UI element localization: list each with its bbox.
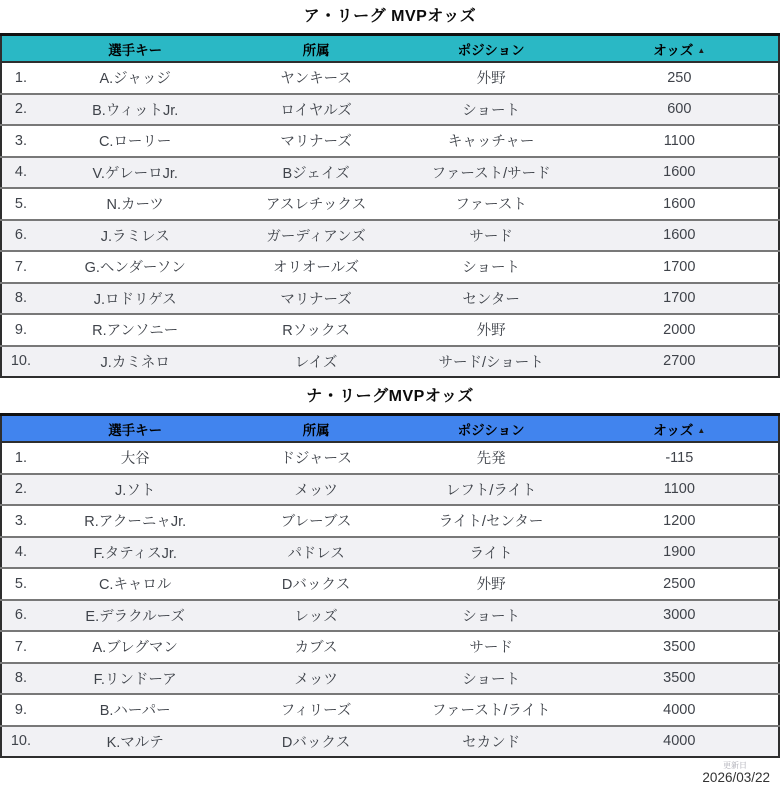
team-header[interactable]: 所属 — [231, 35, 402, 63]
player-cell: J.ラミレス — [40, 220, 231, 252]
odds-cell: 1600 — [581, 188, 779, 220]
team-cell: ロイヤルズ — [231, 94, 402, 126]
team-cell: メッツ — [231, 663, 402, 695]
position-cell: ショート — [402, 663, 581, 695]
odds-cell: 1700 — [581, 251, 779, 283]
position-cell: ライト/センター — [402, 505, 581, 537]
odds-header-label: オッズ — [653, 422, 694, 438]
table-row — [1, 442, 779, 474]
table-row — [1, 600, 779, 632]
team-cell: Dバックス — [231, 568, 402, 600]
position-cell: 外野 — [402, 62, 581, 94]
player-cell: F.リンドーア — [40, 663, 231, 695]
player-cell: R.アンソニー — [40, 314, 231, 346]
position-cell: ファースト — [402, 188, 581, 220]
position-cell: ファースト/サード — [402, 157, 581, 189]
position-cell: ショート — [402, 251, 581, 283]
table-row — [1, 220, 779, 252]
nl-mvp-odds-table — [0, 413, 780, 758]
table-row — [1, 346, 779, 378]
team-cell: メッツ — [231, 474, 402, 506]
player-header[interactable]: 選手キー — [40, 35, 231, 63]
team-cell: ブレーブス — [231, 505, 402, 537]
rank-cell: 5. — [1, 188, 40, 220]
position-cell: センター — [402, 283, 581, 315]
updated-date: 2026/03/22 — [702, 770, 770, 785]
position-cell: サード — [402, 220, 581, 252]
table-row — [1, 694, 779, 726]
player-cell: A.ジャッジ — [40, 62, 231, 94]
table-row — [1, 157, 779, 189]
odds-cell: 250 — [581, 62, 779, 94]
odds-cell: 2000 — [581, 314, 779, 346]
position-cell: 先発 — [402, 442, 581, 474]
rank-cell: 1. — [1, 442, 40, 474]
table-row — [1, 283, 779, 315]
player-cell: V.ゲレーロJr. — [40, 157, 231, 189]
rank-cell: 5. — [1, 568, 40, 600]
player-header[interactable]: 選手キー — [40, 415, 231, 443]
odds-header-label: オッズ — [653, 42, 694, 58]
sort-asc-icon: ▲ — [697, 425, 706, 435]
player-cell: A.ブレグマン — [40, 631, 231, 663]
player-cell: K.マルテ — [106, 734, 164, 751]
position-cell: ショート — [402, 600, 581, 632]
rank-cell: 7. — [1, 631, 40, 663]
team-cell: マリナーズ — [231, 283, 402, 315]
rank-cell: 10. — [10, 733, 32, 750]
nl-table-title: ナ・リーグMVPオッズ — [306, 388, 474, 405]
rank-cell: 6. — [1, 220, 40, 252]
player-cell: B.ハーパー — [40, 694, 231, 726]
position-cell: ファースト/ライト — [402, 694, 581, 726]
player-cell: G.ヘンダーソン — [40, 251, 231, 283]
team-cell: ドジャース — [231, 442, 402, 474]
odds-cell: 1600 — [581, 157, 779, 189]
team-cell: アスレチックス — [231, 188, 402, 220]
position-cell: セカンド — [462, 734, 521, 751]
team-cell: レイズ — [294, 354, 338, 371]
position-cell: サード/ショート — [438, 354, 544, 371]
player-cell: C.ローリー — [40, 125, 231, 157]
player-cell: J.ソト — [40, 474, 231, 506]
table-row — [1, 474, 779, 506]
odds-cell: 4000 — [663, 733, 696, 750]
footer — [0, 761, 780, 786]
al-header-row — [1, 35, 779, 63]
table-row — [1, 726, 779, 758]
position-cell: ショート — [402, 94, 581, 126]
rank-cell: 8. — [1, 283, 40, 315]
odds-cell: 3000 — [581, 600, 779, 632]
rank-cell: 9. — [1, 694, 40, 726]
rank-cell: 9. — [1, 314, 40, 346]
team-cell: カブス — [231, 631, 402, 663]
table-row — [1, 251, 779, 283]
table-row — [1, 505, 779, 537]
table-row — [1, 314, 779, 346]
player-cell: J.ロドリゲス — [40, 283, 231, 315]
player-cell: N.カーツ — [40, 188, 231, 220]
table-row — [1, 62, 779, 94]
odds-cell: 1100 — [581, 474, 779, 506]
position-header[interactable]: ポジション — [402, 35, 581, 63]
team-header[interactable]: 所属 — [231, 415, 402, 443]
rank-cell: 4. — [1, 537, 40, 569]
nl-header-row — [1, 415, 779, 443]
rank-cell: 2. — [1, 94, 40, 126]
table-row — [1, 537, 779, 569]
rank-cell: 6. — [1, 600, 40, 632]
position-cell: 外野 — [402, 314, 581, 346]
sort-asc-icon: ▲ — [697, 45, 706, 55]
position-cell: ライト — [402, 537, 581, 569]
player-cell: R.アクーニャJr. — [40, 505, 231, 537]
odds-cell: 3500 — [581, 631, 779, 663]
team-cell: パドレス — [231, 537, 402, 569]
team-cell: Bジェイズ — [231, 157, 402, 189]
rank-cell: 3. — [1, 125, 40, 157]
odds-cell: 4000 — [581, 694, 779, 726]
rank-cell: 8. — [1, 663, 40, 695]
player-cell: B.ウィットJr. — [40, 94, 231, 126]
player-cell: E.デラクルーズ — [40, 600, 231, 632]
rank-header[interactable] — [1, 415, 40, 443]
team-cell: マリナーズ — [231, 125, 402, 157]
table-row — [1, 631, 779, 663]
al-mvp-odds-table — [0, 33, 780, 378]
nl-table-body — [1, 442, 779, 757]
table-row — [1, 663, 779, 695]
team-cell: レッズ — [231, 600, 402, 632]
al-table-body — [1, 62, 779, 377]
odds-cell: 1900 — [581, 537, 779, 569]
odds-header[interactable] — [581, 35, 779, 63]
position-cell: サード — [402, 631, 581, 663]
odds-cell: 600 — [581, 94, 779, 126]
odds-cell: 1700 — [581, 283, 779, 315]
updated-label: 更新日 — [723, 761, 747, 770]
rank-cell: 3. — [1, 505, 40, 537]
rank-cell: 1. — [1, 62, 40, 94]
position-cell: レフト/ライト — [402, 474, 581, 506]
odds-cell: 1200 — [581, 505, 779, 537]
team-cell: Rソックス — [231, 314, 402, 346]
team-cell: ヤンキース — [231, 62, 402, 94]
player-cell: F.タティスJr. — [40, 537, 231, 569]
table-row — [1, 568, 779, 600]
rank-header[interactable] — [1, 35, 40, 63]
odds-cell: -115 — [581, 442, 779, 474]
rank-cell: 4. — [1, 157, 40, 189]
odds-cell: 2700 — [663, 353, 696, 370]
odds-cell: 2500 — [581, 568, 779, 600]
al-table-title: ア・リーグ MVPオッズ — [303, 8, 477, 25]
odds-header[interactable] — [581, 415, 779, 443]
odds-cell: 3500 — [581, 663, 779, 695]
team-cell: Dバックス — [281, 734, 351, 751]
team-cell: ガーディアンズ — [231, 220, 402, 252]
position-header[interactable]: ポジション — [402, 415, 581, 443]
team-cell: フィリーズ — [231, 694, 402, 726]
team-cell: オリオールズ — [231, 251, 402, 283]
rank-cell: 10. — [10, 353, 32, 370]
rank-cell: 2. — [1, 474, 40, 506]
rank-cell: 7. — [1, 251, 40, 283]
player-cell: 大谷 — [40, 442, 231, 474]
position-cell: 外野 — [402, 568, 581, 600]
odds-cell: 1600 — [581, 220, 779, 252]
odds-cell: 1100 — [581, 125, 779, 157]
table-row — [1, 125, 779, 157]
position-cell: キャッチャー — [402, 125, 581, 157]
player-cell: J.カミネロ — [100, 354, 170, 371]
table-row — [1, 188, 779, 220]
player-cell: C.キャロル — [40, 568, 231, 600]
mvp-odds-page — [0, 8, 780, 786]
table-row — [1, 94, 779, 126]
